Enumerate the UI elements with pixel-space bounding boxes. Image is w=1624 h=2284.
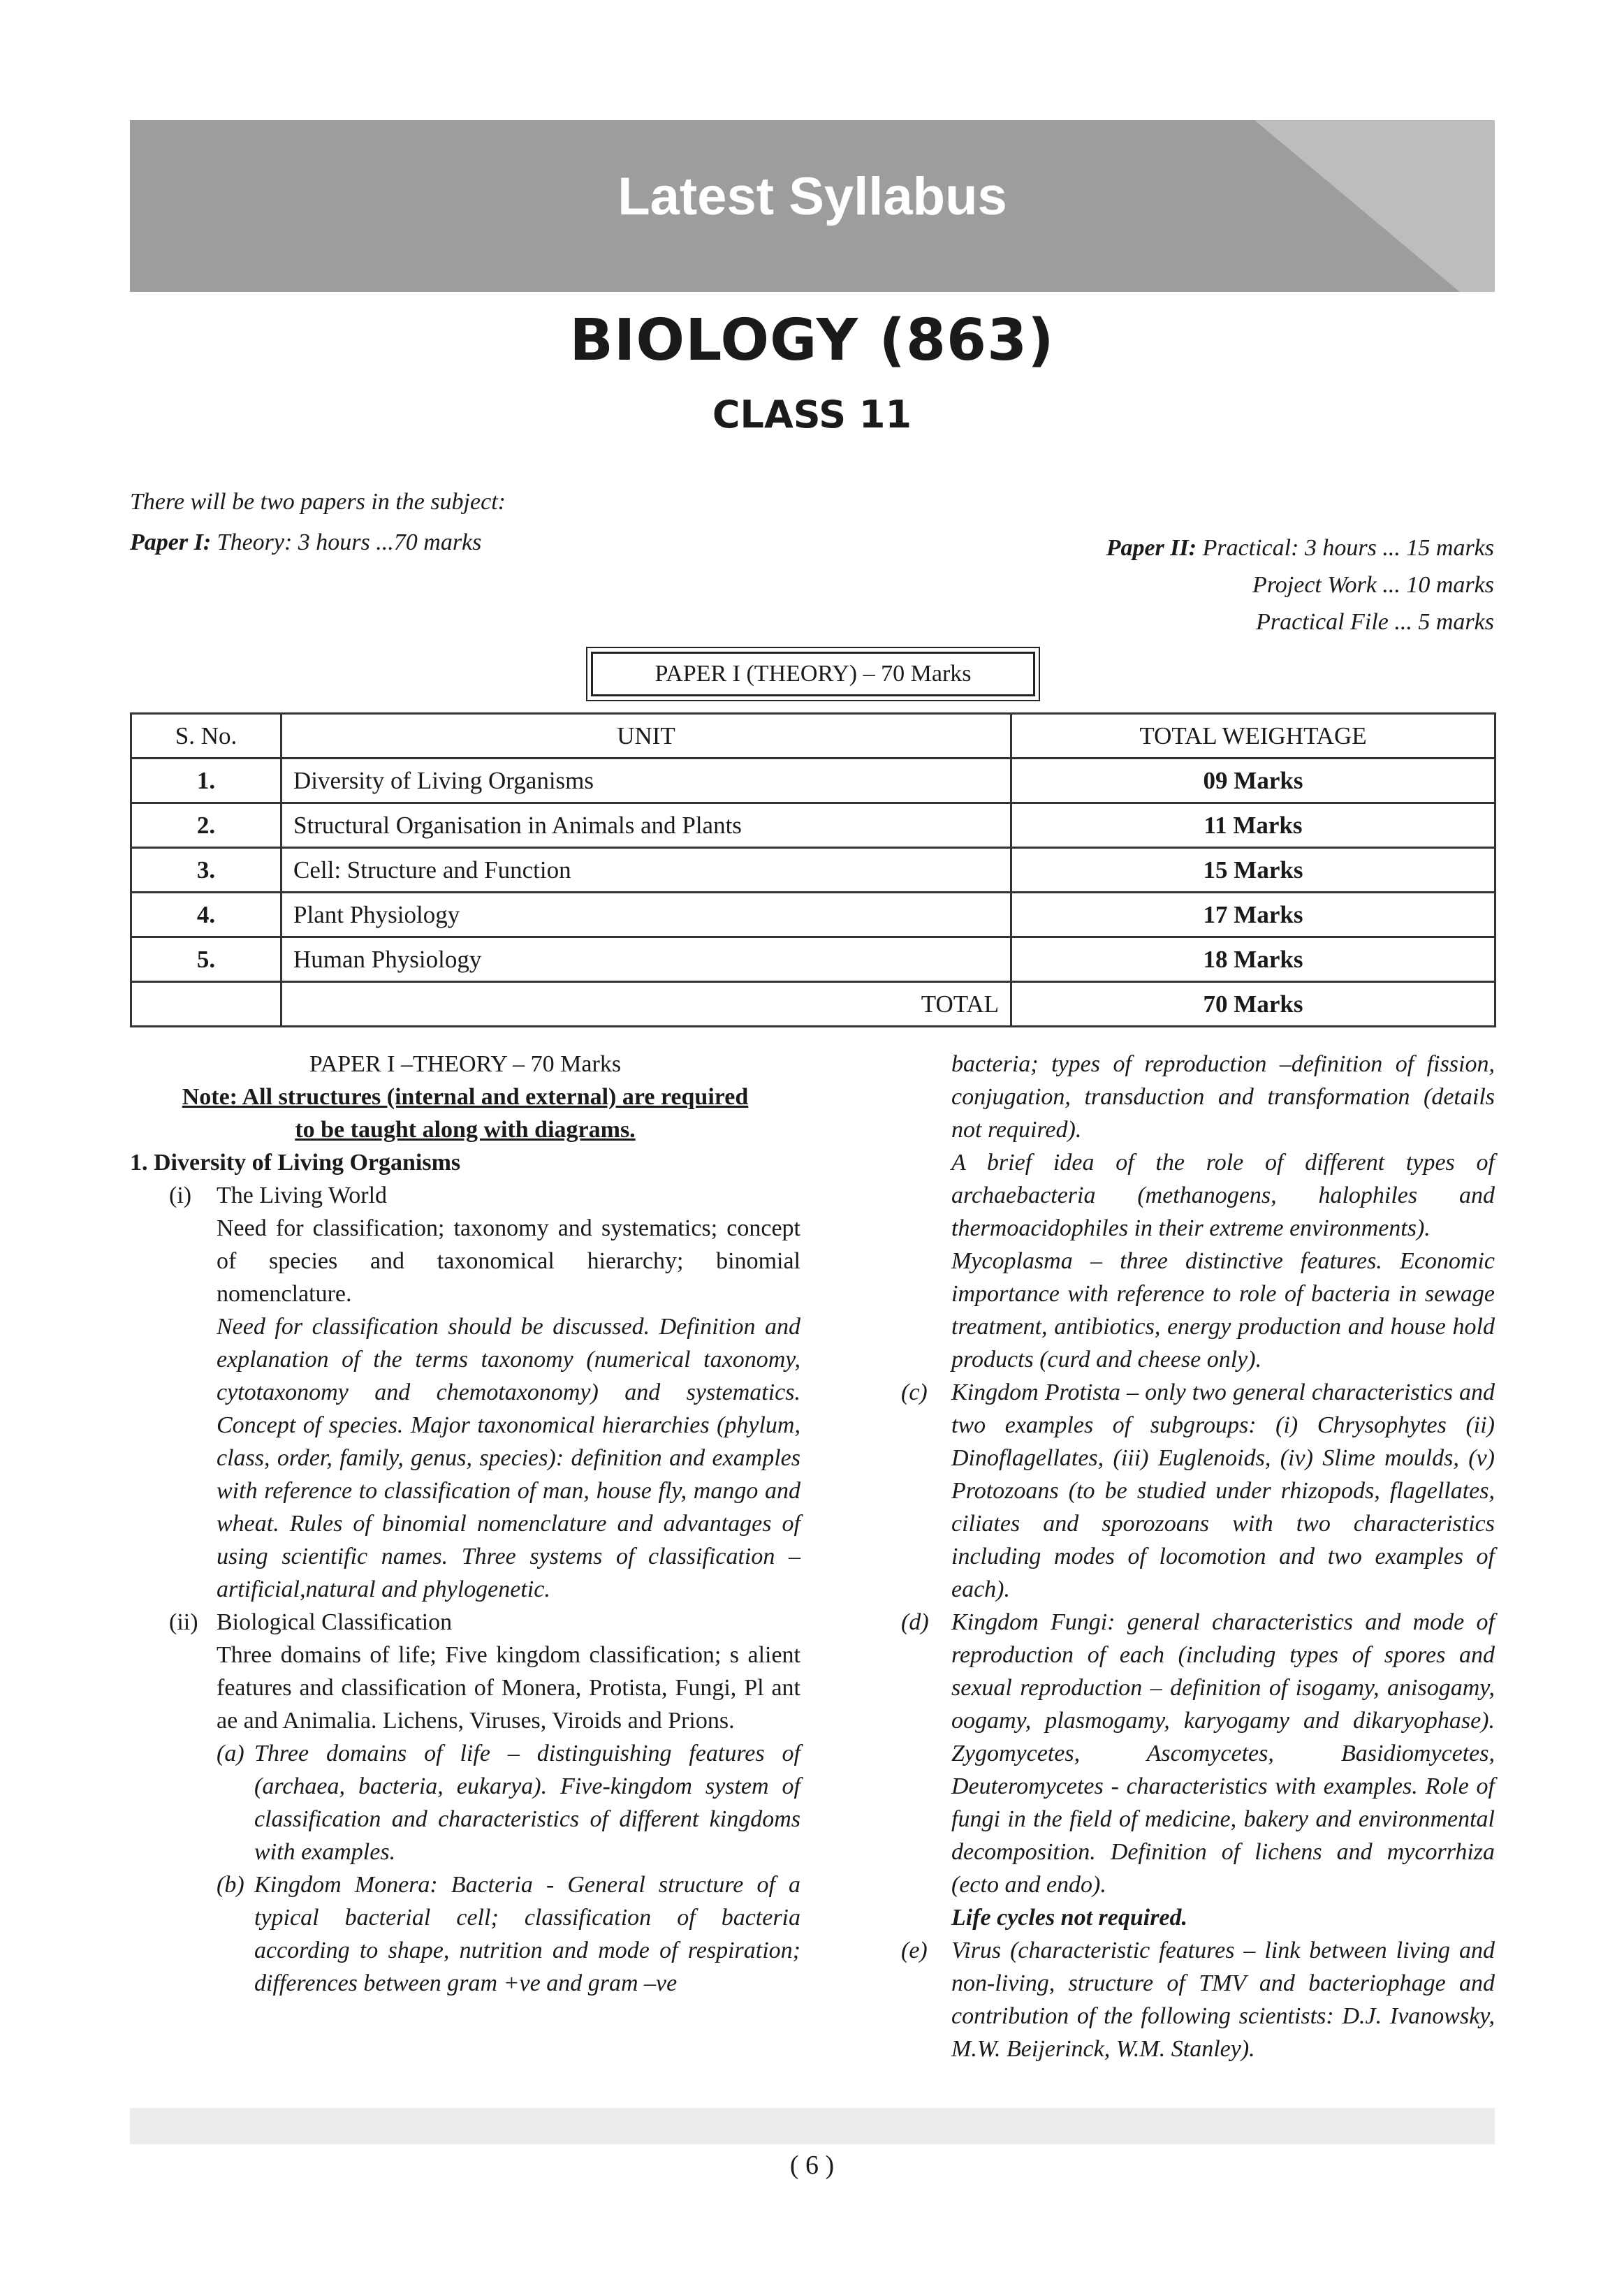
row-weight: 15 Marks xyxy=(1011,848,1495,893)
table-row xyxy=(131,803,1495,848)
units-table xyxy=(130,712,1496,1027)
subject-title: BIOLOGY (863) xyxy=(569,307,1055,374)
row-unit: Plant Physiology xyxy=(281,893,1011,937)
item-c xyxy=(901,1376,1495,1606)
intro-line: There will be two papers in the subject: xyxy=(130,489,506,515)
theory-box-heading: PAPER I (THEORY) – 70 Marks xyxy=(591,652,1035,696)
item-b-marker: (b) xyxy=(217,1872,244,1898)
item-d-note: Life cycles not required. xyxy=(951,1905,1188,1931)
theory-heading: PAPER I –THEORY – 70 Marks xyxy=(309,1051,622,1077)
table-row xyxy=(131,759,1495,803)
item-a-text: Three domains of life – distinguishing features of (archaea, bacteria, eukarya). Five-kingdom system of classification and characteristics of different kingdoms with examples. xyxy=(254,1741,800,1865)
table-row xyxy=(131,893,1495,937)
item-e-marker: (e) xyxy=(901,1938,928,1963)
note-line-1: Note: All structures (internal and external) are required xyxy=(182,1084,749,1110)
item-d-text: Kingdom Fungi: general characteristics and mode of reproduction of each (including types of spores and sexual reproduction – definition of isogamy, anisogamy, oogamy, plasmogamy, karyogamy and dikaryophase). Zygomycetes, Ascomycetes, Basidiomycetes, Deuteromycetes - characteristics with examples. Role of fungi in the field of medicine, bakery and environmental decomposition. Definition of lichens and mycorrhiza (ecto and endo). xyxy=(951,1609,1495,1898)
paper2-label: Paper II: xyxy=(1106,535,1197,561)
row-unit: Human Physiology xyxy=(281,937,1011,982)
header-weightage: TOTAL WEIGHTAGE xyxy=(1011,714,1495,759)
page-number: ( 6 ) xyxy=(789,2151,835,2180)
right-column xyxy=(901,1048,1495,2065)
item-c-marker: (c) xyxy=(901,1379,928,1405)
paper2-file: Practical File ... 5 marks xyxy=(1256,609,1494,635)
item-e-text: Virus (characteristic features – link between living and non-living, structure of TMV and bacteriophage and contribution of the following scientists: D.J. Ivanowsky, M.W. Beijerinck, W.M. Stanley). xyxy=(951,1938,1495,2062)
row-sno: 2. xyxy=(131,803,281,848)
paper1-text: Theory: 3 hours ...70 marks xyxy=(211,529,482,555)
topic-i-text: Need for classification; taxonomy and systematics; concept of species and taxonomical hierarchy; binomial nomenclature. xyxy=(217,1215,800,1307)
table-header-row xyxy=(131,714,1495,759)
table-row xyxy=(131,937,1495,982)
total-label: TOTAL xyxy=(281,982,1011,1027)
topic-ii-title: Biological Classification xyxy=(217,1609,453,1635)
item-a-marker: (a) xyxy=(217,1741,244,1766)
item-b-continued-1: bacteria; types of reproduction –definition of fission, conjugation, transduction and transformation (details not required). xyxy=(951,1051,1495,1143)
paper2-info xyxy=(1106,529,1494,640)
syllabus-banner xyxy=(130,120,1495,292)
row-weight: 11 Marks xyxy=(1011,803,1495,848)
paper2-project: Project Work ... 10 marks xyxy=(1252,572,1494,598)
class-title: CLASS 11 xyxy=(712,393,912,437)
table-total-row xyxy=(131,982,1495,1027)
total-empty-cell xyxy=(131,982,281,1027)
banner-title: Latest Syllabus xyxy=(617,167,1007,226)
footer-bar xyxy=(130,2108,1495,2144)
item-d xyxy=(901,1606,1495,1901)
item-d-marker: (d) xyxy=(901,1609,929,1635)
row-sno: 1. xyxy=(131,759,281,803)
item-c-text: Kingdom Protista – only two general characteristics and two examples of subgroups: (i) Chrysophytes (ii) Dinoflagellates, (iii) Euglenoids, (iv) Slime moulds, (v) Protozoans (to be studied under rhizopods, flagellates, ciliates and sporozoans with two characteristics including modes of locomotion and two examples of each). xyxy=(951,1379,1495,1602)
row-weight: 18 Marks xyxy=(1011,937,1495,982)
topic-i-title: The Living World xyxy=(217,1183,388,1208)
topic-ii-title-row xyxy=(130,1606,800,1639)
row-unit: Diversity of Living Organisms xyxy=(281,759,1011,803)
row-weight: 17 Marks xyxy=(1011,893,1495,937)
paper2-text: Practical: 3 hours ... 15 marks xyxy=(1197,535,1494,561)
topic-i-title-row xyxy=(130,1179,800,1212)
item-b xyxy=(130,1868,800,2000)
total-value: 70 Marks xyxy=(1011,982,1495,1027)
paper1-info xyxy=(130,529,481,556)
table-row xyxy=(131,848,1495,893)
row-weight: 09 Marks xyxy=(1011,759,1495,803)
topic-ii-marker: (ii) xyxy=(169,1609,198,1635)
header-sno: S. No. xyxy=(131,714,281,759)
unit-1-heading: 1. Diversity of Living Organisms xyxy=(130,1150,461,1176)
item-a xyxy=(130,1737,800,1868)
topic-ii-text: Three domains of life; Five kingdom classification; s alient features and classification of Monera, Protista, Fungi, Pl ant ae and Animalia. Lichens, Viruses, Viroids and Prions. xyxy=(217,1642,800,1734)
paper1-label: Paper I: xyxy=(130,529,212,555)
item-e xyxy=(901,1934,1495,2065)
row-sno: 5. xyxy=(131,937,281,982)
topic-i-marker: (i) xyxy=(169,1183,192,1208)
row-sno: 3. xyxy=(131,848,281,893)
item-b-continued-3: Mycoplasma – three distinctive features. Economic importance with reference to role of bacteria in sewage treatment, antibiotics, energy production and house hold products (curd and cheese only). xyxy=(951,1248,1495,1372)
row-unit: Structural Organisation in Animals and Plants xyxy=(281,803,1011,848)
header-unit: UNIT xyxy=(281,714,1011,759)
item-b-continued-2: A brief idea of the role of different types of archaebacteria (methanogens, halophiles and thermoacidophiles in their extreme environments). xyxy=(951,1150,1495,1241)
topic-i-details: Need for classification should be discussed. Definition and explanation of the terms taxonomy (numerical taxonomy, cytotaxonomy and chemotaxonomy) and systematics. Concept of species. Major taxonomical hierarchies (phylum, class, order, family, genus, species): definition and examples with reference to classification of man, house fly, mango and wheat. Rules of binomial nomenclature and advantages of using scientific names. Three systems of classification – artificial,natural and phylogenetic. xyxy=(217,1314,800,1602)
row-sno: 4. xyxy=(131,893,281,937)
item-b-text: Kingdom Monera: Bacteria - General structure of a typical bacterial cell; classification of bacteria according to shape, nutrition and mode of respiration; differences between gram +ve and gram –ve xyxy=(254,1872,800,1996)
row-unit: Cell: Structure and Function xyxy=(281,848,1011,893)
left-column xyxy=(130,1048,800,2000)
note-line-2: to be taught along with diagrams. xyxy=(295,1117,636,1143)
